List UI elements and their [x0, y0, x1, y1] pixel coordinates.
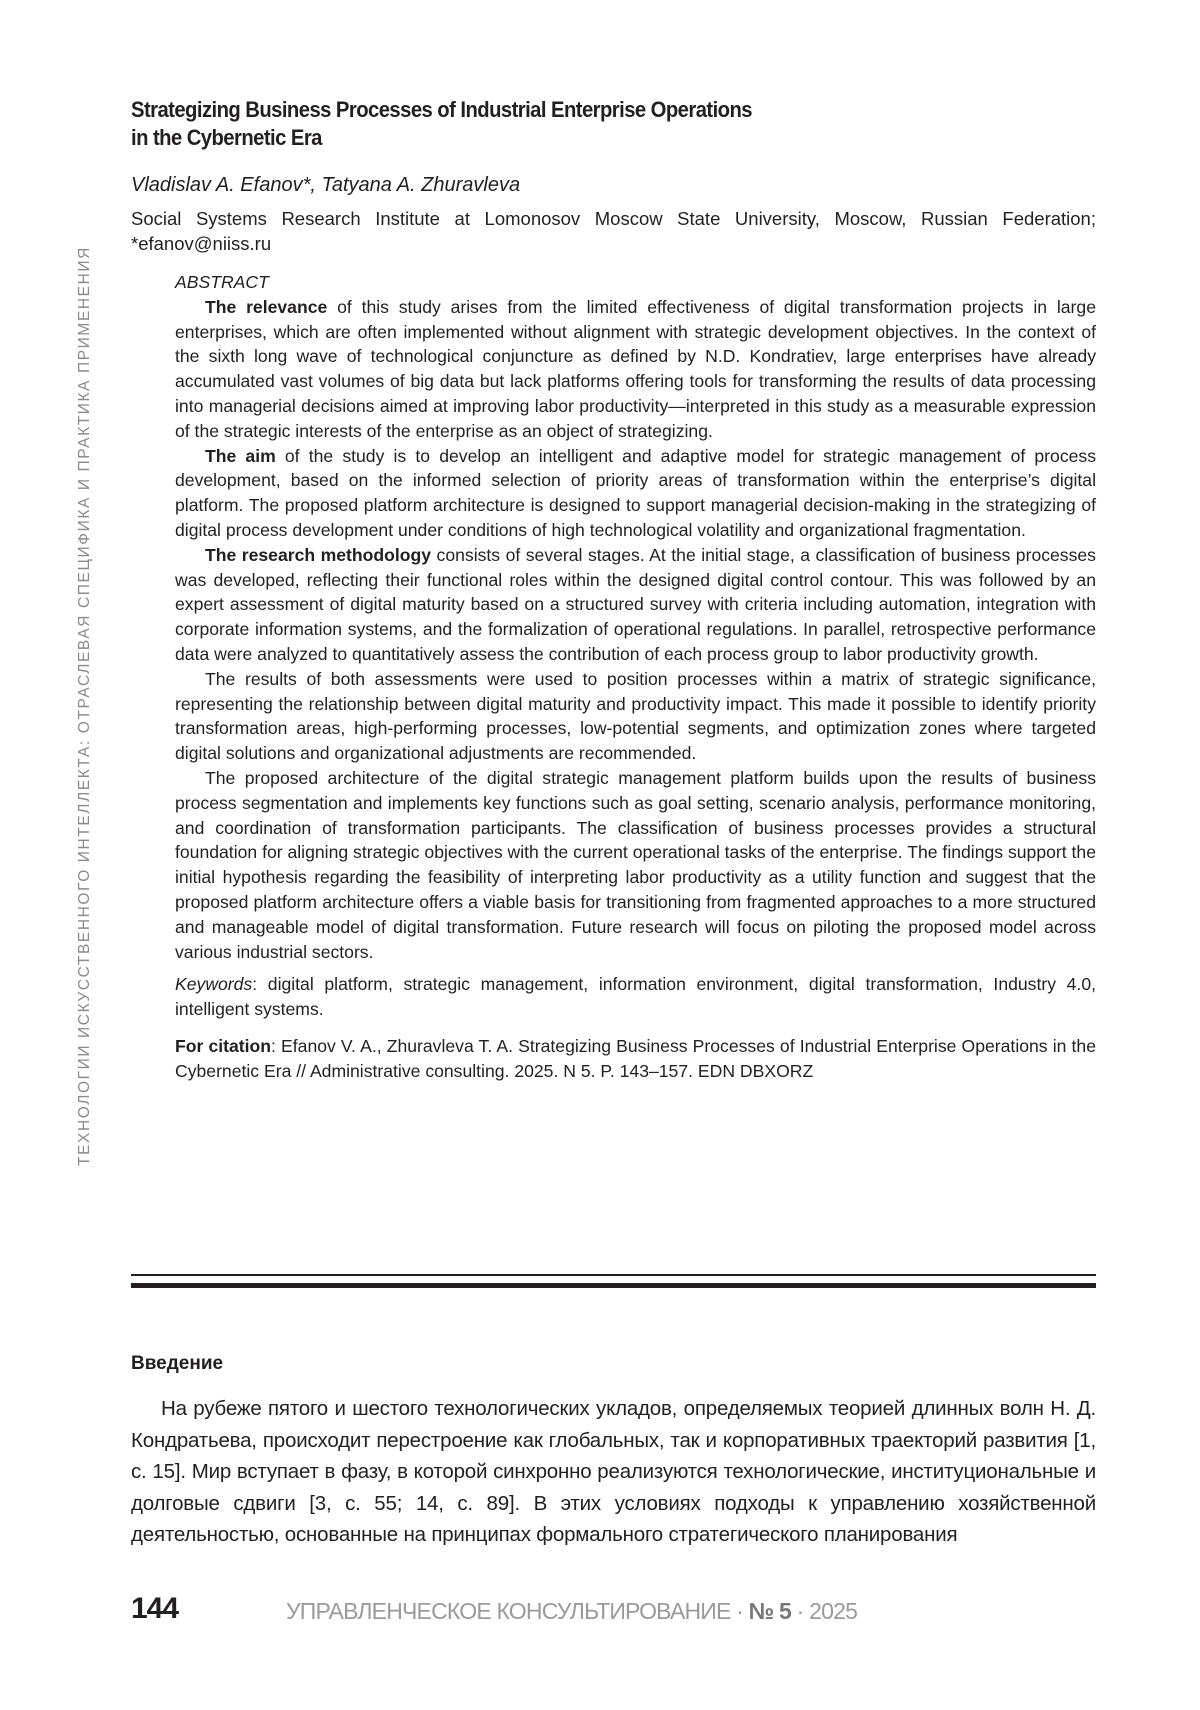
- journal-name: [286, 1598, 857, 1625]
- keywords: [175, 972, 1096, 1022]
- section-heading: Введение: [131, 1353, 223, 1375]
- lead: The research methodology: [205, 545, 431, 565]
- abstract: [175, 270, 1096, 1084]
- intro-body: [131, 1393, 1096, 1551]
- citation: [175, 1034, 1096, 1084]
- lead: The relevance: [205, 297, 327, 317]
- abstract-results: The results of both assessments were used to position processes within a matrix of strategic significance, representing the relationship between digital maturity and productivity impact. This made it possible to identify priority transformation areas, high-performing processes, low-potential segments, and optimization zones where targeted digital solutions and organizational adjustments are recommended.: [175, 667, 1096, 766]
- title-line-2: in the Cybernetic Era: [131, 124, 752, 152]
- abstract-methodology: [175, 543, 1096, 667]
- article-title: [131, 96, 752, 152]
- intro-paragraph: На рубеже пятого и шестого технологических укладов, определяемых теорией длинных волн Н. Д. Кондратьева, происходит перестроение как глобальных, так и корпоративных траекторий развития [1, с. 15]. Мир вступает в фазу, в которой синхронно реализуются технологические, институциональные и долговые сдвиги [3, с. 55; 14, с. 89]. В этих условиях подходы к управлению хозяйственной деятельностью, основанные на принципах формального стратегического планирования: [131, 1393, 1096, 1551]
- divider-thick: [131, 1283, 1096, 1288]
- page-number: 144: [131, 1592, 178, 1625]
- running-title-vertical: ТЕХНОЛОГИИ ИСКУССТВЕННОГО ИНТЕЛЛЕКТА: ОТРАСЛЕВАЯ СПЕЦИФИКА И ПРАКТИКА ПРИМЕНЕНИЯ: [76, 94, 94, 1166]
- year: 2025: [809, 1598, 857, 1624]
- abstract-aim: [175, 444, 1096, 543]
- page-footer: [131, 1592, 178, 1626]
- lead: The aim: [205, 446, 276, 466]
- citation-text: : Efanov V. A., Zhuravleva T. A. Strategizing Business Processes of Industrial Enterprise Operations in the Cybernetic Era // Administrative consulting. 2025. N 5. P. 143–157. EDN DBXORZ: [175, 1036, 1096, 1081]
- abstract-heading: ABSTRACT: [175, 270, 1096, 295]
- text: of the study is to develop an intelligent and adaptive model for strategic management of process development, based on the informed selection of priority areas of transformation within the enterprise’s digital platform. The proposed platform architecture is designed to support managerial decision-making in the strategizing of digital process development under conditions of high technological volatility and organizational fragmentation.: [175, 446, 1096, 540]
- sep: ·: [731, 1598, 749, 1624]
- keywords-label: Keywords: [175, 974, 252, 994]
- text: consists of several stages. At the initial stage, a classification of business processes was developed, reflecting their functional roles within the designed digital control contour. This was followed by an expert assessment of digital maturity based on a structured survey with criteria including automation, integration with corporate information systems, and the formalization of operational regulations. In parallel, retrospective performance data were analyzed to quantitatively assess the contribution of each process group to labor productivity growth.: [175, 545, 1096, 664]
- divider-thin: [131, 1274, 1096, 1276]
- abstract-relevance: [175, 295, 1096, 444]
- title-line-1: Strategizing Business Processes of Industrial Enterprise Operations: [131, 96, 752, 124]
- citation-label: For citation: [175, 1036, 271, 1056]
- journal-title: УПРАВЛЕНЧЕСКОЕ КОНСУЛЬТИРОВАНИЕ: [286, 1598, 731, 1624]
- affiliation: Social Systems Research Institute at Lomonosov Moscow State University, Moscow, Russian Federation; *efanov@niiss.ru: [131, 206, 1096, 256]
- sep: ·: [791, 1598, 809, 1624]
- text: of this study arises from the limited effectiveness of digital transformation projects in large enterprises, which are often implemented without alignment with strategic development objectives. In the context of the sixth long wave of technological conjuncture as defined by N.D. Kondratiev, large enterprises have already accumulated vast volumes of big data but lack platforms offering tools for transforming the results of data processing into managerial decisions aimed at improving labor productivity—interpreted in this study as a measurable expression of the strategic interests of the enterprise as an object of strategizing.: [175, 297, 1096, 441]
- issue: № 5: [749, 1598, 791, 1624]
- abstract-conclusion: The proposed architecture of the digital strategic management platform builds upon the results of business process segmentation and implements key functions such as goal setting, scenario analysis, performance monitoring, and coordination of transformation participants. The classification of business processes provides a structural foundation for aligning strategic objectives with the current operational tasks of the enterprise. The findings support the initial hypothesis regarding the feasibility of interpreting labor productivity as a utility function and suggest that the proposed platform architecture offers a viable basis for transitioning from fragmented approaches to a more structured and manageable model of digital transformation. Future research will focus on piloting the proposed model across various industrial sectors.: [175, 766, 1096, 964]
- keywords-text: : digital platform, strategic management, information environment, digital transformation, Industry 4.0, intelligent systems.: [175, 974, 1096, 1019]
- authors: Vladislav A. Efanov*, Tatyana A. Zhuravleva: [131, 174, 520, 197]
